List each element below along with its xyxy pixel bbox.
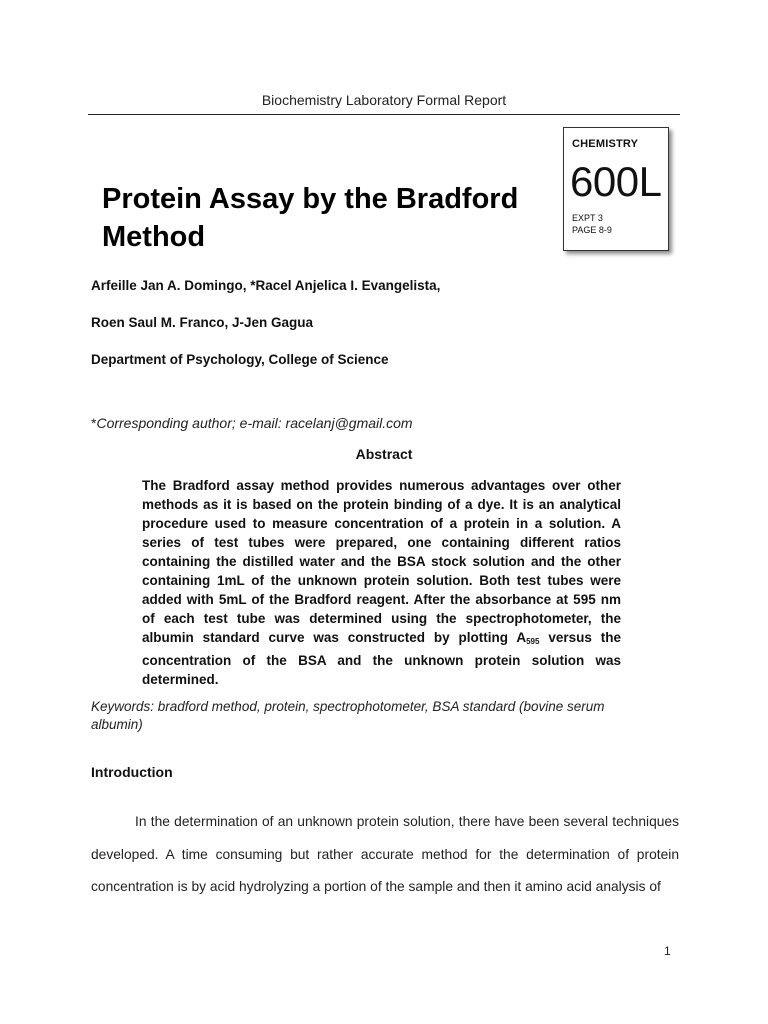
experiment-number: EXPT 3 xyxy=(572,213,603,223)
running-header: Biochemistry Laboratory Formal Report xyxy=(261,92,507,108)
course-details xyxy=(572,212,612,236)
header-divider xyxy=(88,114,680,115)
authors-line-2: Roen Saul M. Franco, J-Jen Gagua xyxy=(91,315,314,330)
abstract-text-part-2: versus the concentration of the BSA and the unknown protein solution was determined. xyxy=(142,630,621,687)
keywords: Keywords: bradford method, protein, spectrophotometer, BSA standard (bovine serum albumin) xyxy=(91,699,605,732)
page-number: 1 xyxy=(664,944,671,958)
abstract-heading: Abstract xyxy=(355,446,413,462)
abstract-text-part-1: The Bradford assay method provides numerous advantages over other methods as it is based on the protein binding of a dye. It is an analytical procedure used to measure concentration of a protein in a solution. A series of test tubes were prepared, one containing different ratios containing the distilled water and the BSA stock solution and the other containing 1mL of the unknown protein solution. Both test tubes were added with 5mL of the Bradford reagent. After the absorbance at 595 nm of each test tube was determined using the spectrophotometer, the albumin standard curve was constructed by plotting A xyxy=(142,478,621,645)
authors-line-1: Arfeille Jan A. Domingo, *Racel Anjelica I. Evangelista, xyxy=(91,278,441,293)
introduction-heading: Introduction xyxy=(91,764,173,780)
course-subject: CHEMISTRY xyxy=(572,138,639,150)
corresponding-author xyxy=(91,415,413,431)
abstract-body xyxy=(142,476,621,689)
course-code: 600L xyxy=(570,158,662,205)
absorbance-subscript: 595 xyxy=(526,637,540,646)
corresponding-text: Corresponding author; e-mail: racelanj@gmail.com xyxy=(96,415,413,431)
introduction-text: In the determination of an unknown protein solution, there have been several techniques developed. A time consuming but rather accurate method for the determination of protein concentration is by acid hydrolyzing a portion of the sample and then it amino acid analysis of xyxy=(91,814,679,894)
affiliation: Department of Psychology, College of Science xyxy=(91,352,389,367)
report-title: Protein Assay by the Bradford Method xyxy=(102,183,519,253)
page-range: PAGE 8-9 xyxy=(572,225,612,235)
introduction-body xyxy=(91,806,679,904)
corresponding-star: * xyxy=(91,415,97,431)
course-info-box xyxy=(563,127,669,251)
